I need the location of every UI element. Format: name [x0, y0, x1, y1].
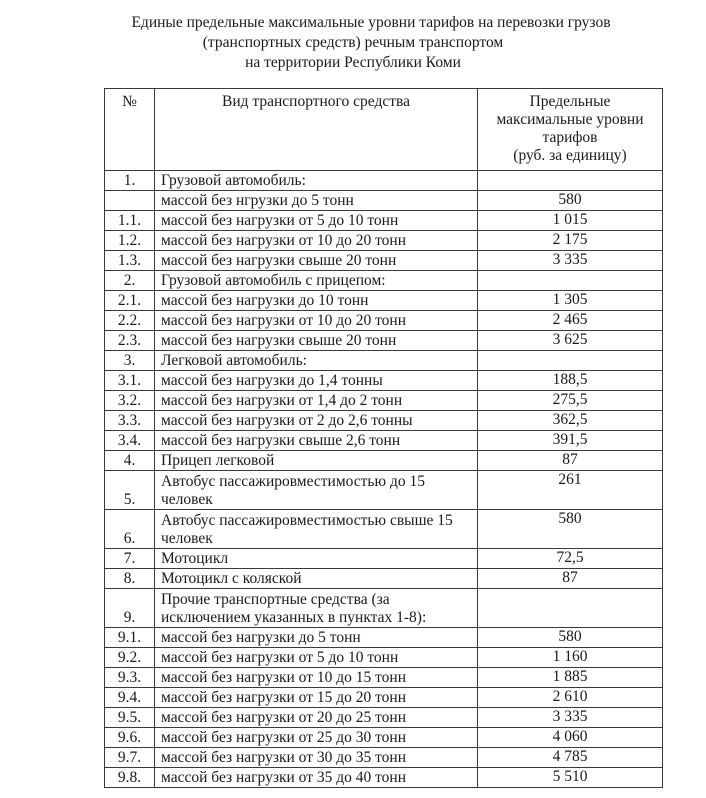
table-row — [105, 728, 663, 748]
row-tariff-value: 5 510 — [478, 768, 663, 788]
table-row — [105, 510, 663, 549]
table-row — [105, 311, 663, 331]
row-number: 5. — [105, 471, 155, 510]
table-row — [105, 391, 663, 411]
table-row — [105, 371, 663, 391]
table-row — [105, 668, 663, 688]
header-tariff-line: Предельные — [529, 93, 611, 110]
table-row — [105, 471, 663, 510]
row-number: 3.2. — [105, 391, 155, 411]
row-tariff-value: 1 885 — [478, 668, 663, 688]
row-number: 8. — [105, 569, 155, 589]
row-vehicle-type: массой без нагрузки от 2 до 2,6 тонны — [155, 411, 478, 431]
row-number: 1.1. — [105, 211, 155, 231]
row-vehicle-type: Легковой автомобиль: — [155, 351, 478, 371]
header-tariff-line: (руб. за единицу) — [513, 147, 627, 164]
table-row — [105, 589, 663, 628]
row-vehicle-type: массой без нагрузки от 20 до 25 тонн — [155, 708, 478, 728]
row-number: 3. — [105, 351, 155, 371]
row-number: 4. — [105, 451, 155, 471]
table-row — [105, 708, 663, 728]
table-row — [105, 549, 663, 569]
row-vehicle-type: Грузовой автомобиль с прицепом: — [155, 271, 478, 291]
row-number: 9.8. — [105, 768, 155, 788]
document-title — [0, 13, 706, 73]
title-line: на территории Республики Коми — [245, 54, 461, 71]
row-tariff-value: 87 — [478, 451, 663, 471]
row-vehicle-type: массой без нгрузки до 5 тонн — [155, 191, 478, 211]
row-tariff-value: 1 305 — [478, 291, 663, 311]
row-vehicle-type: Прицеп легковой — [155, 451, 478, 471]
table-row — [105, 648, 663, 668]
table-row — [105, 191, 663, 211]
row-vehicle-type: массой без нагрузки от 25 до 30 тонн — [155, 728, 478, 748]
table-row — [105, 171, 663, 191]
row-tariff-value — [478, 171, 663, 191]
row-number: 3.1. — [105, 371, 155, 391]
row-vehicle-type: Автобус пассажировместимостью до 15 человек — [155, 471, 478, 510]
table-row — [105, 231, 663, 251]
row-number: 9.1. — [105, 628, 155, 648]
row-number: 1. — [105, 171, 155, 191]
row-vehicle-type: массой без нагрузки от 30 до 35 тонн — [155, 748, 478, 768]
row-number: 9. — [105, 589, 155, 628]
row-number: 2.2. — [105, 311, 155, 331]
table-row — [105, 569, 663, 589]
table-row — [105, 251, 663, 271]
row-vehicle-type: массой без нагрузки от 1,4 до 2 тонн — [155, 391, 478, 411]
row-vehicle-type: массой без нагрузки свыше 2,6 тонн — [155, 431, 478, 451]
header-number: № — [105, 89, 155, 171]
row-number: 9.5. — [105, 708, 155, 728]
table-row — [105, 331, 663, 351]
table-row — [105, 451, 663, 471]
row-vehicle-type: массой без нагрузки от 10 до 15 тонн — [155, 668, 478, 688]
row-tariff-value: 4 060 — [478, 728, 663, 748]
row-vehicle-type: массой без нагрузки до 1,4 тонны — [155, 371, 478, 391]
table-row — [105, 271, 663, 291]
row-number: 2. — [105, 271, 155, 291]
table-row — [105, 688, 663, 708]
table-row — [105, 748, 663, 768]
row-vehicle-type: массой без нагрузки от 35 до 40 тонн — [155, 768, 478, 788]
row-number: 1.2. — [105, 231, 155, 251]
table-row — [105, 628, 663, 648]
row-vehicle-type: Прочие транспортные средства (за исключением указанных в пунктах 1-8): — [155, 589, 478, 628]
row-vehicle-type: массой без нагрузки от 5 до 10 тонн — [155, 648, 478, 668]
row-number: 9.7. — [105, 748, 155, 768]
header-tariff — [478, 89, 663, 171]
row-number: 6. — [105, 510, 155, 549]
row-number: 9.4. — [105, 688, 155, 708]
row-tariff-value — [478, 271, 663, 291]
row-tariff-value: 580 — [478, 191, 663, 211]
row-vehicle-type: массой без нагрузки до 5 тонн — [155, 628, 478, 648]
table-header-row — [105, 89, 663, 171]
row-number: 9.6. — [105, 728, 155, 748]
row-tariff-value: 391,5 — [478, 431, 663, 451]
row-tariff-value: 2 175 — [478, 231, 663, 251]
row-number: 7. — [105, 549, 155, 569]
row-tariff-value: 188,5 — [478, 371, 663, 391]
row-vehicle-type: массой без нагрузки от 10 до 20 тонн — [155, 311, 478, 331]
row-vehicle-type: Грузовой автомобиль: — [155, 171, 478, 191]
row-number: 9.3. — [105, 668, 155, 688]
table-row — [105, 431, 663, 451]
table-row — [105, 768, 663, 788]
title-line: (транспортных средств) речным транспортом — [202, 34, 504, 51]
table-row — [105, 291, 663, 311]
row-number: 2.3. — [105, 331, 155, 351]
row-vehicle-type: Мотоцикл — [155, 549, 478, 569]
row-tariff-value: 72,5 — [478, 549, 663, 569]
table-row — [105, 211, 663, 231]
row-vehicle-type: массой без нагрузки от 15 до 20 тонн — [155, 688, 478, 708]
row-tariff-value — [478, 589, 663, 628]
row-tariff-value: 2 465 — [478, 311, 663, 331]
row-vehicle-type: Автобус пассажировместимостью свыше 15 человек — [155, 510, 478, 549]
row-vehicle-type: массой без нагрузки от 5 до 10 тонн — [155, 211, 478, 231]
row-tariff-value: 3 625 — [478, 331, 663, 351]
header-tariff-line: максимальные уровни — [496, 111, 644, 128]
row-number: 3.4. — [105, 431, 155, 451]
row-tariff-value: 4 785 — [478, 748, 663, 768]
row-tariff-value: 580 — [478, 510, 663, 549]
row-tariff-value: 261 — [478, 471, 663, 510]
row-tariff-value: 2 610 — [478, 688, 663, 708]
row-tariff-value: 275,5 — [478, 391, 663, 411]
row-vehicle-type: массой без нагрузки до 10 тонн — [155, 291, 478, 311]
row-tariff-value: 580 — [478, 628, 663, 648]
row-number — [105, 191, 155, 211]
row-tariff-value: 1 160 — [478, 648, 663, 668]
row-number: 9.2. — [105, 648, 155, 668]
header-tariff-line: тарифов — [542, 129, 598, 146]
row-number: 2.1. — [105, 291, 155, 311]
row-tariff-value: 87 — [478, 569, 663, 589]
row-vehicle-type: массой без нагрузки свыше 20 тонн — [155, 251, 478, 271]
table-body — [105, 171, 663, 788]
title-line: Единые предельные максимальные уровни тарифов на перевозки грузов — [131, 14, 611, 31]
row-number: 3.3. — [105, 411, 155, 431]
header-vehicle-type: Вид транспортного средства — [155, 89, 478, 171]
row-vehicle-type: Мотоцикл с коляской — [155, 569, 478, 589]
row-number: 1.3. — [105, 251, 155, 271]
row-tariff-value: 1 015 — [478, 211, 663, 231]
row-tariff-value: 3 335 — [478, 708, 663, 728]
row-tariff-value — [478, 351, 663, 371]
table-row — [105, 411, 663, 431]
row-tariff-value: 362,5 — [478, 411, 663, 431]
table-row — [105, 351, 663, 371]
row-tariff-value: 3 335 — [478, 251, 663, 271]
row-vehicle-type: массой без нагрузки от 10 до 20 тонн — [155, 231, 478, 251]
tariff-table — [104, 88, 663, 788]
row-vehicle-type: массой без нагрузки свыше 20 тонн — [155, 331, 478, 351]
